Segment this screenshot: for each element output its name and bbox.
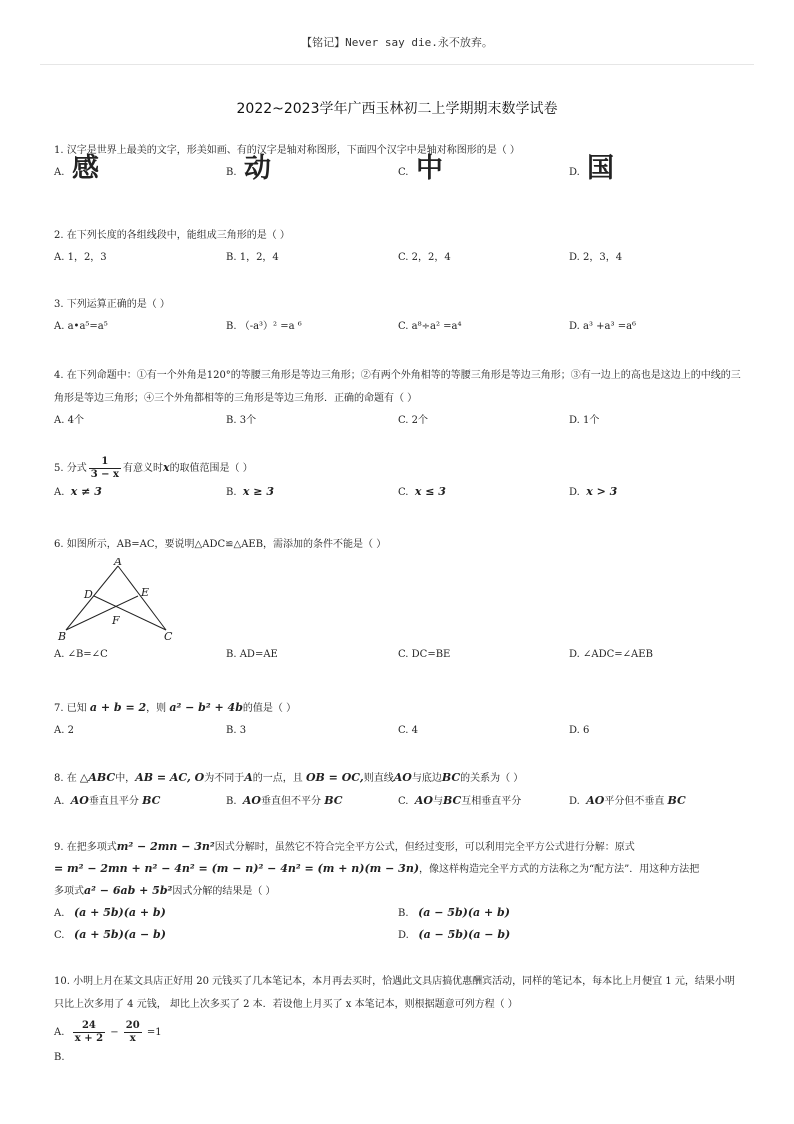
fraction-denominator: x + 2 [74,1033,104,1044]
option-expr: x > 3 [586,485,618,498]
label-e: E [141,586,150,599]
question-9 [54,836,744,946]
option-a[interactable] [54,1018,744,1048]
question-1-stem: 1. 汉字是世界上最美的文字，形美如画、有的汉字是轴对称图形，下面四个汉字中是轴对称图形的是（ ） [54,145,520,156]
line-ao: AO [393,771,412,784]
option-expr: (a + 5b)(a + b) [73,906,166,919]
question-3-stem: 3. 下列运算正确的是（ ） [54,299,170,310]
option-label: A. [54,487,65,498]
question-9-options-row-2 [54,924,744,946]
condition-expr: OB = OC, [305,771,364,784]
polynomial-expr: a² − 6ab + 5b² [84,884,173,897]
option-label: C. [398,796,409,807]
stem-text: ，则 [146,703,167,714]
option-label: D. [569,487,580,498]
question-10-stem: 10. 小明上月在某文具店正好用 20 元钱买了几本笔记本，本月再去买时，恰遇此文具店搞优惠酬宾活动，同样的笔记本，每本比上月便宜 1 元，结果小明只比上次多用了 4 元钱， 却比上次多买了 2 本．若设他上月买了 x 本笔记本，则根据题意可列方程（ ） [54,976,735,1010]
label-d: D [84,588,93,601]
fraction-denominator: 3 − x [90,469,119,480]
option-text: 平分但不垂直 [604,796,665,807]
question-1-options [54,153,744,192]
condition-expr: AB = AC, O [135,771,205,784]
question-9-stem [54,836,744,902]
option-char: 国 [587,153,614,184]
question-6-stem: 6. 如图所示，AB=AC，要说明△ADC≌△AEB，需添加的条件不能是（ ） [54,539,387,550]
question-7-options [54,720,744,740]
segment-cd [94,596,166,630]
operator: − [110,1027,119,1038]
option-c[interactable] [398,481,446,504]
option-label: A. [54,167,65,178]
option-text: 垂直但不平分 [261,796,322,807]
option-b[interactable] [226,153,271,184]
point-a: A [244,771,253,784]
option-char: 动 [244,153,271,184]
question-8-stem [54,767,744,790]
option-b[interactable] [398,902,510,925]
option-expr: x ≥ 3 [242,485,274,498]
option-a[interactable]: A. a•a⁵=a⁵ [54,321,108,332]
target-expr: a² − b² + 4b [169,701,243,714]
option-expr: (a − 5b)(a − b) [418,928,511,941]
option-expr: (a + 5b)(a − b) [74,928,166,941]
option-label: A. [54,1027,65,1038]
option-a[interactable]: A. 4个 [54,415,84,426]
fraction [73,1020,105,1045]
stem-line-3 [54,880,744,902]
stem-text: 多项式 [54,886,84,897]
option-label: B. [226,487,237,498]
option-expr: x ≠ 3 [70,485,102,498]
question-10 [54,970,744,1068]
stem-text: 9. 在把多项式 [54,842,117,853]
question-3-options [54,316,744,336]
option-label: A. [54,908,65,919]
line-bc: BC [142,794,161,807]
stem-text: ，像这样构造完全平方式的方法称之为“配方法”．用这种方法把 [419,864,700,875]
question-2 [54,225,744,267]
line-bc: BC [324,794,343,807]
option-c[interactable]: C. 2，2，4 [398,252,451,263]
line-ao: AO [70,794,89,807]
option-b[interactable] [226,481,274,504]
question-8-options [54,790,744,810]
line-ao: AO [586,794,605,807]
header-motto: 【铭记】Never say die.永不放弃。 [301,36,493,49]
option-text: 垂直且平分 [88,796,139,807]
stem-line-2 [54,858,744,880]
line-ao: AO [242,794,262,807]
option-label: D. [569,796,580,807]
question-7-stem [54,697,744,720]
option-d[interactable]: D. a³ +a³ =a⁶ [569,321,637,332]
option-expr: (a − 5b)(a + b) [418,906,510,919]
stem-text: 中， [115,773,136,784]
option-b[interactable]: B. AD=AE [226,649,278,660]
polynomial-expr: m² − 2mn − 3n² [116,840,215,853]
option-c[interactable]: C. a⁸÷a² =a⁴ [398,321,462,332]
stem-text: 7. 已知 [54,703,87,714]
stem-line-1 [54,836,744,858]
option-label: B. [54,1052,65,1063]
option-b[interactable]: B. （-a³）² =a ⁶ [226,321,302,332]
question-9-options-row-1 [54,902,744,924]
question-6 [54,534,744,664]
option-d[interactable] [569,790,686,813]
option-d[interactable] [569,153,614,184]
equation-rhs: =1 [146,1027,162,1038]
option-b[interactable] [54,1048,744,1068]
fraction-numerator: 1 [89,456,121,469]
option-c[interactable]: C. DC=BE [398,649,451,660]
option-a[interactable]: A. ∠B=∠C [54,649,108,660]
option-label: C. [54,930,65,941]
question-2-stem: 2. 在下列长度的各组线段中，能组成三角形的是（ ） [54,230,290,241]
triangle-name: △ABC [79,771,116,784]
question-3 [54,294,744,336]
option-text: 互相垂直平分 [461,796,522,807]
stem-text: 有意义时 [123,463,163,474]
derivation-expr: = m² − 2mn + n² − 4n² = (m − n)² − 4n² = (m + n)(m − 3n) [54,862,420,875]
option-b[interactable]: B. 3个 [226,415,257,426]
option-d[interactable]: D. ∠ADC=∠AEB [569,649,653,660]
stem-text: 则直线 [363,773,394,784]
option-a[interactable]: A. 1，2，3 [54,252,107,263]
option-c[interactable] [398,790,521,813]
option-label: B. [226,167,237,178]
fraction-numerator: 24 [73,1020,105,1033]
option-label: C. [398,167,409,178]
segment-be [66,596,138,630]
question-6-options [54,644,744,664]
option-label: C. [398,487,409,498]
stem-text: 5. 分式 [54,463,87,474]
triangle-figure [54,558,184,642]
option-c[interactable] [54,924,166,947]
fraction [124,1020,142,1045]
option-b[interactable]: B. 1，2，4 [226,252,279,263]
option-label: A. [54,796,65,807]
option-a[interactable] [54,790,160,813]
option-d[interactable]: D. 6 [569,725,590,736]
question-4-options [54,410,744,430]
stem-text: 因式分解的结果是（ ） [172,886,276,897]
option-c[interactable]: C. 4 [398,725,419,736]
question-5-options [54,481,744,501]
option-label: D. [569,167,580,178]
question-1 [54,140,744,192]
line-bc: BC [667,794,686,807]
line-bc: BC [442,794,462,807]
option-expr: x ≤ 3 [414,485,446,498]
question-2-options [54,247,744,267]
header-divider [40,64,754,65]
stem-text: 因式分解时，虽然它不符合完全平方公式，但经过变形，可以利用完全平方公式进行分解：原式 [214,842,635,853]
option-b[interactable]: B. 3 [226,725,247,736]
fraction [89,456,121,481]
stem-text: 为不同于 [204,773,245,784]
condition-expr: a + b = 2 [89,701,147,714]
option-a[interactable] [54,153,99,184]
option-text: 与 [432,796,443,807]
stem-text: 的关系为（ ） [460,773,524,784]
option-a[interactable] [54,902,166,925]
option-char: 感 [72,153,99,184]
label-f: F [112,614,120,627]
line-ao: AO [414,794,433,807]
option-c[interactable]: C. 2个 [398,415,429,426]
question-5-stem [54,456,744,481]
option-d[interactable] [398,924,510,947]
question-4-stem: 4. 在下列命题中：①有一个外角是120°的等腰三角形是等边三角形；②有两个外角相等的等腰三角形是等边三角形；③有一边上的高也是这边上的中线的三角形是等边三角形；④三个外角都相等的三角形是等边三角形．正确的命题有（ ） [54,370,741,404]
option-b[interactable] [226,790,342,813]
option-c[interactable] [398,153,443,184]
question-8 [54,767,744,810]
stem-text: 的取值范围是（ ） [169,463,253,474]
label-a: A [114,558,122,568]
stem-text: 的值是（ ） [242,703,297,714]
option-a[interactable]: A. 2 [54,725,74,736]
page-title: 2022~2023学年广西玉林初二上学期期末数学试卷 [236,101,558,117]
stem-text: 与底边 [411,773,442,784]
fraction-denominator: x [129,1033,136,1044]
question-4 [54,364,744,430]
line-bc: BC [441,771,461,784]
option-char: 中 [416,153,443,184]
question-7 [54,697,744,740]
option-label: B. [226,796,237,807]
option-a[interactable] [54,481,102,504]
stem-text: 8. 在 [54,773,77,784]
fraction-numerator: 20 [125,1020,140,1031]
option-d[interactable]: D. 2，3，4 [569,252,623,263]
stem-text: 的一点，且 [252,773,303,784]
label-b: B [58,630,67,642]
question-5 [54,456,744,501]
variable: x [163,461,170,474]
option-d[interactable]: D. 1个 [569,415,600,426]
option-label: D. [398,930,409,941]
option-d[interactable] [569,481,617,504]
label-c: C [164,630,173,642]
option-label: B. [398,908,409,919]
